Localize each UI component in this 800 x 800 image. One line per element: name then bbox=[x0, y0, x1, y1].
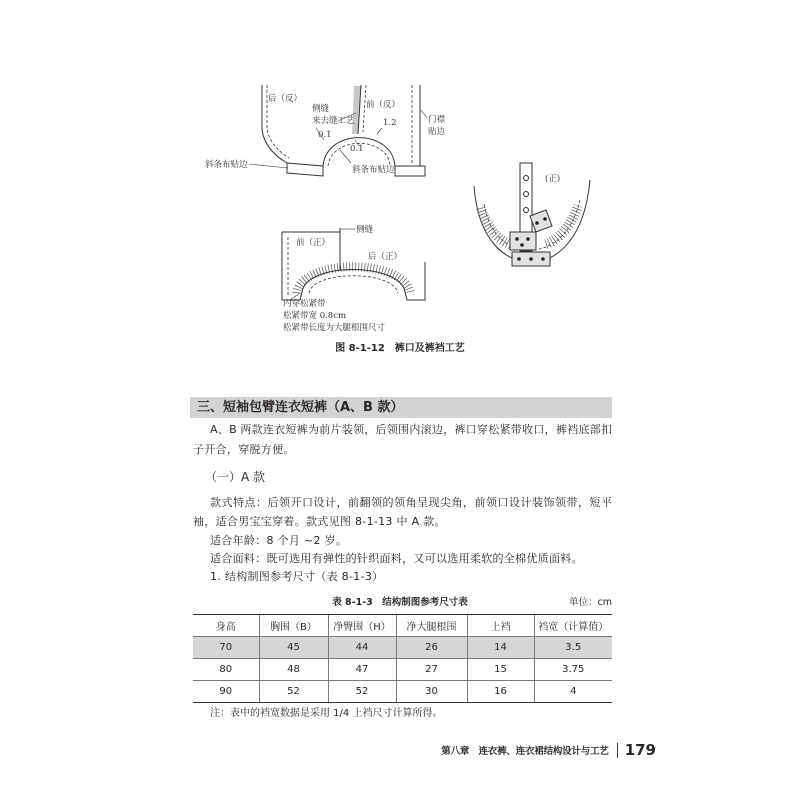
table-cell: 15 bbox=[467, 659, 534, 681]
table-cell: 16 bbox=[467, 681, 534, 703]
footer-separator bbox=[617, 743, 618, 758]
header-chest: 胸围（B） bbox=[259, 615, 328, 637]
table-cell: 4 bbox=[534, 681, 612, 703]
table-note: 注：表中的裆宽数据是采用 1/4 上裆尺寸计算所得。 bbox=[210, 708, 443, 719]
page-footer bbox=[441, 741, 656, 759]
table-row bbox=[193, 659, 612, 681]
table-caption: 表 8-1-3 结构制图参考尺寸表 bbox=[332, 597, 468, 608]
table-cell: 70 bbox=[193, 637, 259, 659]
snap-dot bbox=[535, 221, 539, 225]
label-back-reverse: 后（反） bbox=[268, 94, 303, 104]
snap-dot bbox=[543, 217, 547, 221]
suitable-fabric: 适合面料：既可选用有弹性的针织面料，又可以选用柔软的全棉优质面料。 bbox=[210, 552, 583, 565]
header-rise: 上裆 bbox=[467, 615, 534, 637]
table-cell: 27 bbox=[396, 659, 467, 681]
figure-labels bbox=[205, 93, 560, 333]
label-placket: 门襟 bbox=[428, 115, 446, 125]
header-thigh: 净大腿根围 bbox=[396, 615, 467, 637]
button-3 bbox=[524, 208, 529, 213]
table-row bbox=[193, 637, 612, 659]
table-cell: 52 bbox=[328, 681, 396, 703]
button-2 bbox=[524, 192, 529, 197]
label-bias-strip-left: 斜条布贴边 bbox=[205, 160, 248, 170]
label-elastic-note-3: 松紧带长度为大腿根围尺寸 bbox=[283, 323, 386, 333]
snap-tab-upper bbox=[530, 210, 552, 232]
table-cell: 3.75 bbox=[534, 659, 612, 681]
left-bias-leader-line bbox=[249, 164, 288, 168]
label-front-reverse: 前（反） bbox=[366, 100, 401, 110]
table-cell: 44 bbox=[328, 637, 396, 659]
snap-dot bbox=[526, 237, 530, 241]
snap-dot bbox=[515, 237, 519, 241]
subsection-title: （一）A 款 bbox=[205, 470, 266, 484]
elastic-casing-stitch-line bbox=[309, 276, 398, 293]
header-crotch-width: 裆宽（计算值） bbox=[534, 615, 612, 637]
button-1 bbox=[524, 176, 529, 181]
crotch-button-placket-drawing bbox=[474, 163, 590, 266]
snap-dot bbox=[520, 243, 524, 247]
snap-dot bbox=[517, 257, 521, 261]
table-header-row bbox=[193, 615, 612, 637]
label-dim-center: 0.1 bbox=[350, 144, 364, 154]
table-row bbox=[193, 681, 612, 703]
intro-line-2: 子开合，穿脱方便。 bbox=[193, 443, 295, 456]
intro-line-1: A、B 两款连衣短裤为前片装领，后领围内滚边，裤口穿松紧带收口，裤裆底部扣 bbox=[210, 423, 612, 436]
snap-dot bbox=[529, 257, 533, 261]
table-cell: 48 bbox=[259, 659, 328, 681]
snap-dot bbox=[541, 257, 545, 261]
label-side-seam: 侧缝 bbox=[312, 104, 330, 114]
label-dim-right: 1.2 bbox=[383, 118, 397, 128]
label-elastic-note-2: 松紧带宽 0.8cm bbox=[283, 311, 347, 321]
table-cell: 45 bbox=[259, 637, 328, 659]
label-front-right-side: 前（正） bbox=[296, 238, 331, 248]
placket-leader-line bbox=[421, 110, 427, 118]
elastic-gathers bbox=[297, 267, 410, 293]
table-cell: 47 bbox=[328, 659, 396, 681]
label-front-right-drawing: (正) bbox=[545, 174, 561, 184]
snap-tab-middle bbox=[510, 232, 536, 250]
table-cell: 30 bbox=[396, 681, 467, 703]
reference-size-table bbox=[193, 614, 612, 703]
page-number: 179 bbox=[624, 741, 656, 759]
figure-caption: 图 8-1-12 裤口及裤裆工艺 bbox=[335, 343, 465, 354]
section-title: 三、短袖包臂连衣短裤（A、B 款） bbox=[197, 400, 404, 415]
table-unit: 单位：cm bbox=[569, 597, 612, 608]
list-item-1: 1. 结构制图参考尺寸（表 8-1-3） bbox=[210, 570, 384, 583]
left-bias-strip-facing bbox=[287, 163, 323, 176]
figure-8-1-12-drawings bbox=[0, 0, 800, 340]
label-bias-strip-right: 斜条布贴边 bbox=[352, 165, 395, 175]
label-french-seam: 来去缝工艺 bbox=[312, 116, 355, 126]
style-line-2: 袖，适合男宝宝穿着。款式见图 8-1-13 中 A 款。 bbox=[193, 515, 446, 528]
section-heading-bar bbox=[190, 397, 612, 418]
right-bias-strip-facing bbox=[395, 166, 425, 176]
table-cell: 3.5 bbox=[534, 637, 612, 659]
table-cell: 52 bbox=[259, 681, 328, 703]
table-cell: 14 bbox=[467, 637, 534, 659]
footer-chapter-title: 第八章 连衣裤、连衣裙结构设计与工艺 bbox=[441, 746, 609, 757]
label-elastic-note-1: 内穿松紧带 bbox=[283, 299, 326, 309]
table-cell: 90 bbox=[193, 681, 259, 703]
header-hip: 净臀围（H） bbox=[328, 615, 396, 637]
label-back-right-side: 后（正） bbox=[368, 252, 403, 262]
header-height: 身高 bbox=[193, 615, 259, 637]
style-line-1: 款式特点：后领开口设计，前翻领的领角呈现尖角，前领口设计装饰领带，短平 bbox=[210, 496, 612, 509]
table-cell: 80 bbox=[193, 659, 259, 681]
label-facing: 贴边 bbox=[428, 127, 446, 137]
label-side-seam-2: 侧缝 bbox=[356, 225, 374, 235]
label-dim-left: 0.1 bbox=[318, 130, 332, 140]
suitable-age: 适合年龄：8 个月 ~2 岁。 bbox=[210, 534, 348, 547]
table-cell: 26 bbox=[396, 637, 467, 659]
